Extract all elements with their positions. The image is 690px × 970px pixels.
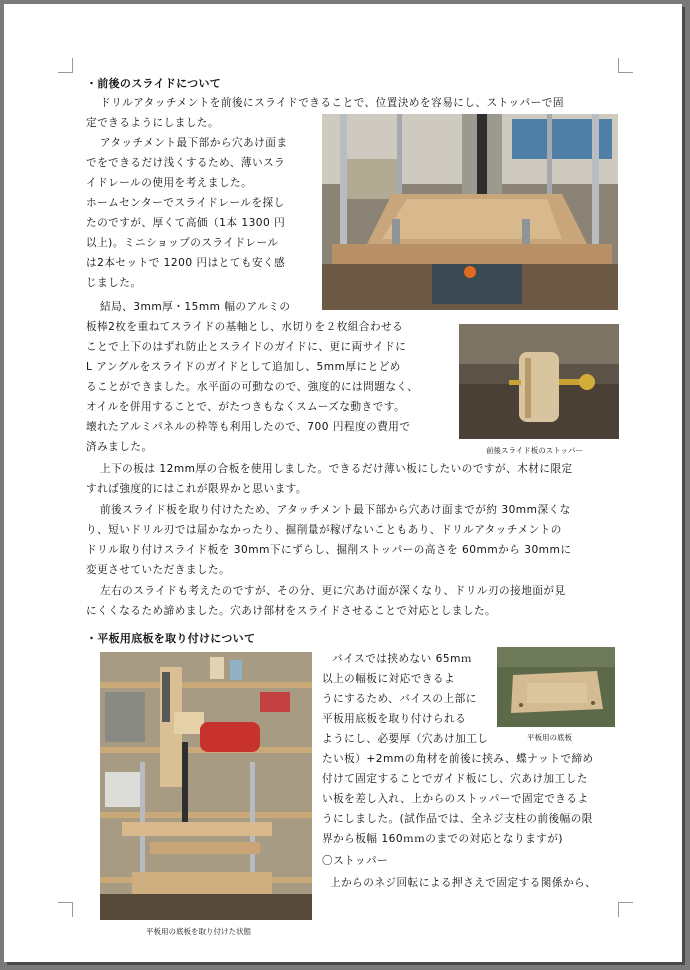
body-line: ホームセンターでスライドレールを探し <box>86 197 285 209</box>
body-line: すれば強度的にはこれが限界かと思います。 <box>86 483 308 495</box>
body-line: ようにし、必要厚（穴あけ加工し <box>322 733 489 745</box>
photo-slide-assembly <box>322 114 618 310</box>
photo-stopper <box>459 324 619 439</box>
body-line: ドリルアタッチメントを前後にスライドできることで、位置決めを容易にし、ストッパーで固 <box>100 97 564 109</box>
body-line: じました。 <box>86 277 142 289</box>
body-line: 上下の板は 12mm厚の合板を使用しました。できるだけ薄い板にしたいのですが、木材に限定 <box>100 463 573 475</box>
body-line: 以上)。ミニショップのスライドレール <box>86 237 279 249</box>
body-line: にくくなるため諦めました。穴あけ部材をスライドさせることで対応としました。 <box>86 605 497 617</box>
document-page <box>4 4 682 962</box>
body-line: たのですが、厚くて高価（1本 1300 円 <box>86 217 286 229</box>
body-line: 左右のスライドも考えたのですが、その分、更に穴あけ面が深くなり、ドリル刃の接地面が見 <box>100 585 566 597</box>
caption-attached: 平板用の底板を取り付けた状態 <box>146 927 251 936</box>
body-line: たい板）+2mmの角材を前後に挟み、蝶ナットで締め <box>322 753 594 765</box>
body-line: 前後スライド板を取り付けたため、アタッチメント最下部から穴あけ面までが約 30mm深くな <box>100 504 571 516</box>
section-heading-slide: ・前後のスライドについて <box>86 77 222 90</box>
body-line: 付けて固定することでガイド板にし、穴あけ加工した <box>322 773 588 785</box>
body-line: うにしました。(試作品では、全ネジ支柱の前後幅の限 <box>322 813 593 825</box>
body-line: 変更させていただきました。 <box>86 564 231 576</box>
crop-mark <box>58 902 73 917</box>
body-line: L アングルをスライドのガイドとして追加し、5mm厚にとどめ <box>86 361 401 373</box>
body-line: 平板用底板を取り付けられる <box>322 713 467 725</box>
body-line: アタッチメント最下部から穴あけ面ま <box>100 137 288 149</box>
photo-base-plate <box>497 647 615 727</box>
body-line: い板を差し入れ、上からのストッパーで固定できるよ <box>322 793 589 805</box>
body-line: 〇ストッパー <box>322 855 389 867</box>
photo-base-plate-attached <box>100 652 312 920</box>
crop-mark <box>618 902 633 917</box>
body-line: オイルを併用することで、がたつきもなくスムーズな動きです。 <box>86 401 406 413</box>
crop-mark <box>58 58 73 73</box>
body-line: 板棒2枚を重ねてスライドの基軸とし、水切りを２枚組合わせる <box>86 321 404 333</box>
caption-stopper: 前後スライド板のストッパー <box>486 446 584 455</box>
section-heading-base-plate: ・平板用底板を取り付けについて <box>86 632 256 645</box>
body-line: り、短いドリル刃では届かなかったり、掘削量が稼げないこともあり、ドリルアタッチメントの <box>86 524 562 536</box>
body-line: イドレールの使用を考えました。 <box>86 177 253 189</box>
body-line: 壊れたアルミパネルの枠等も利用したので、700 円程度の費用で <box>86 421 411 433</box>
body-line: バイスでは挟めない 65mｍ <box>332 653 472 665</box>
body-line: でをできるだけ浅くするため、薄いスラ <box>86 157 286 169</box>
caption-base-plate: 平板用の底板 <box>527 733 572 742</box>
body-line: ことで上下のはずれ防止とスライドのガイドに、更に両サイドに <box>86 341 407 353</box>
body-line: ドリル取り付けスライド板を 30mm下にずらし、掘削ストッパーの高さを 60mmから 30mmに <box>86 544 572 556</box>
body-line: 上からのネジ回転による押さえで固定する関係から、 <box>330 877 597 889</box>
body-line: 結局、3mm厚・15mm 幅のアルミの <box>100 301 291 313</box>
body-line: 済みました。 <box>86 441 153 453</box>
body-line: うにするため、バイスの上部に <box>322 693 477 705</box>
crop-mark <box>618 58 633 73</box>
body-line: ることができました。水平面の可動なので、強度的には問題なく、 <box>86 381 419 393</box>
body-line: は2本セットで 1200 円はとても安く感 <box>86 257 286 269</box>
body-line: 以上の幅板に対応できるよ <box>322 673 456 685</box>
body-line: 界から板幅 160ｍｍのまでの対応となりますが) <box>322 833 564 845</box>
body-line: 定できるようにしました。 <box>86 117 220 129</box>
